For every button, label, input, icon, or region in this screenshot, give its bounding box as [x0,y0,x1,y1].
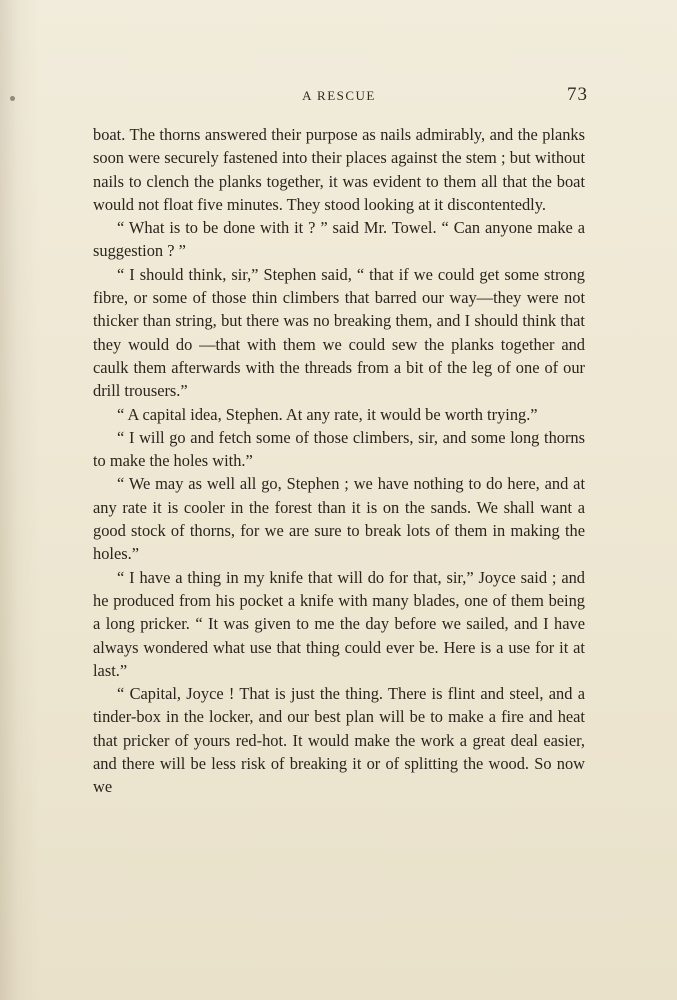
page-number: 73 [567,84,588,105]
paragraph: “ What is to be done with it ? ” said Mr. Towel. “ Can anyone make a suggestion ? ” [93,218,585,261]
page-header [94,84,588,108]
paragraph: “ We may as well all go, Stephen ; we have nothing to do here, and at any rate it is cooler in the forest than it is on the sands. We shall want a good stock of thorns, for we are sure to break lots of them in making the holes.” [93,474,585,564]
body-text [93,123,585,799]
paragraph: “ I should think, sir,” Stephen said, “ that if we could get some strong fibre, or some of those thin climbers that barred our way—they were not thicker than string, but there was no breaking them, and I should think that they would do —that with them we could sew the planks together and caulk them afterwards with the threads from a bit of the leg of one of our drill trousers.” [93,264,585,401]
paragraph: “ A capital idea, Stephen. At any rate, it would be worth trying.” [117,404,538,424]
paragraph: “ Capital, Joyce ! That is just the thing. There is flint and steel, and a tinder-box in the locker, and our best plan will be to make a fire and heat that pricker of yours red-hot. It would make the work a great deal easier, and there will be less risk of breaking it or of splitting the wood. So now we [93,684,585,797]
paragraph: “ I will go and fetch some of those climbers, sir, and some long thorns to make the holes with.” [93,427,585,471]
page-speck [10,96,15,101]
paragraph: boat. The thorns answered their purpose as nails admirably, and the planks soon were securely fastened into their places against the stem ; but without nails to clench the planks together, it was evident to them all that the boat would not float five minutes. They stood looking at it discontentedly. [93,125,585,214]
running-head: A RESCUE [302,88,376,103]
paragraph: “ I have a thing in my knife that will do for that, sir,” Joyce said ; and he produced from his pocket a knife with many blades, one of them being a long pricker. “ It was given to me the day before we sailed, and I have always wondered what use that thing could ever be. Here is a use for it at last.” [93,567,585,680]
